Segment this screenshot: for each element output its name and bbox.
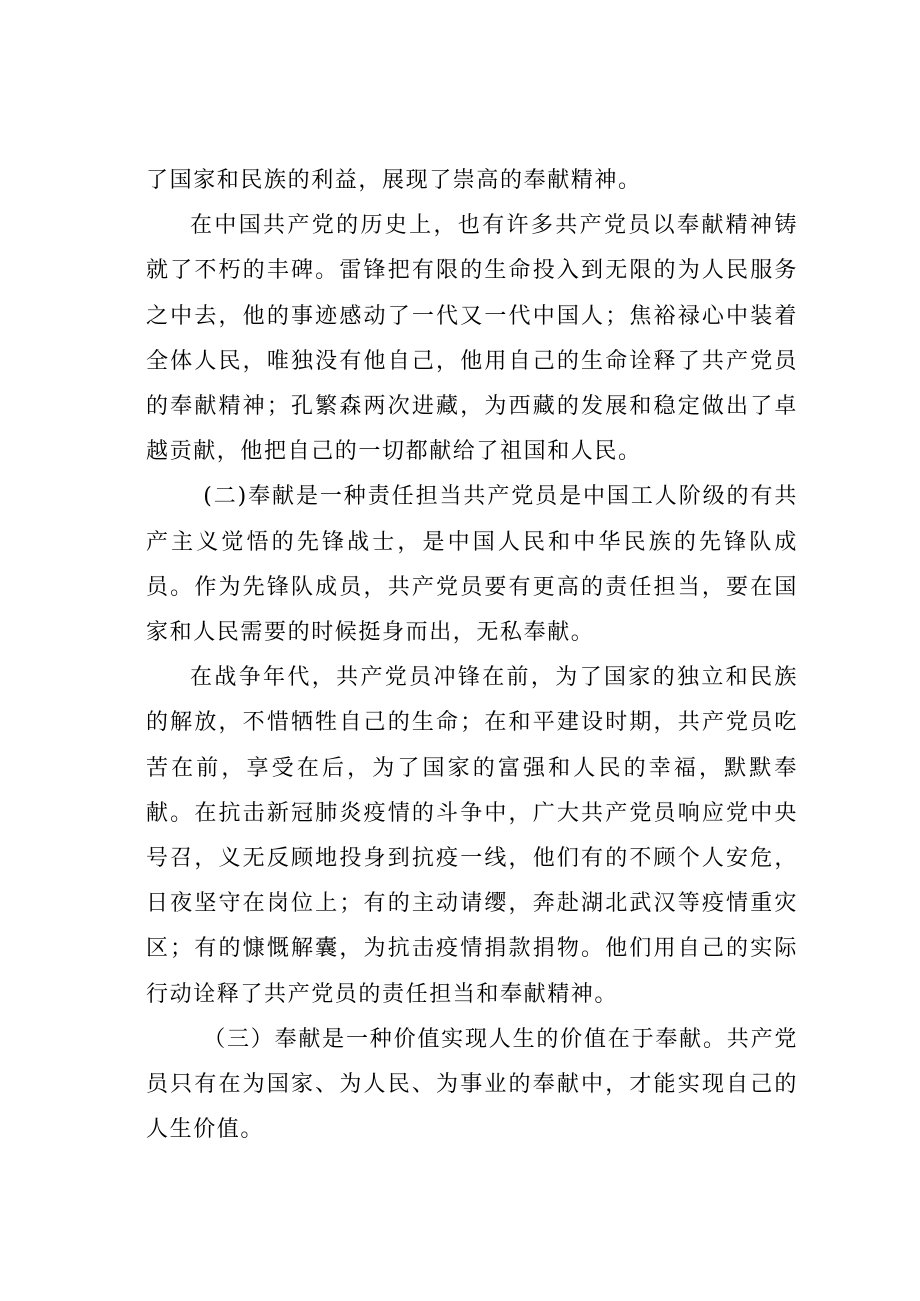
paragraph-section-three: （三）奉献是一种价值实现人生的价值在于奉献。共产党员只有在为国家、为人民、为事业的奉献中，才能实现自己的人生价值。 [146, 1026, 798, 1143]
paragraph-historical-examples: 在中国共产党的历史上，也有许多共产党员以奉献精神铸就了不朽的丰碑。雷锋把有限的生命投入到无限的为人民服务之中去，他的事迹感动了一代又一代中国人；焦裕禄心中装着全体人民，唯独没有他自己，他用自己的生命诠释了共产党员的奉献精神；孔繁森两次进藏，为西藏的发展和稳定做出了卓越贡献，他把自己的一切都献给了祖国和人民。 [146, 213, 798, 465]
paragraph-war-and-peace: 在战争年代，共产党员冲锋在前，为了国家的独立和民族的解放，不惜牺牲自己的生命；在和平建设时期，共产党员吃苦在前，享受在后，为了国家的富强和人民的幸福，默默奉献。在抗击新冠肺炎疫情的斗争中，广大共产党员响应党中央号召，义无反顾地投身到抗疫一线，他们有的不顾个人安危，日夜坚守在岗位上；有的主动请缨，奔赴湖北武汉等疫情重灾区；有的慷慨解囊，为抗击疫情捐款捐物。他们用自己的实际行动诠释了共产党员的责任担当和奉献精神。 [146, 665, 798, 1007]
paragraph-continuation: 了国家和民族的利益，展现了崇高的奉献精神。 [146, 168, 642, 193]
document-body [146, 158, 798, 1152]
paragraph-section-two: (二)奉献是一种责任担当共产党员是中国工人阶级的有共产主义觉悟的先锋战士，是中国人民和中华民族的先锋队成员。作为先锋队成员，共产党员要有更高的责任担当，要在国家和人民需要的时候挺身而出，无私奉献。 [146, 484, 798, 646]
